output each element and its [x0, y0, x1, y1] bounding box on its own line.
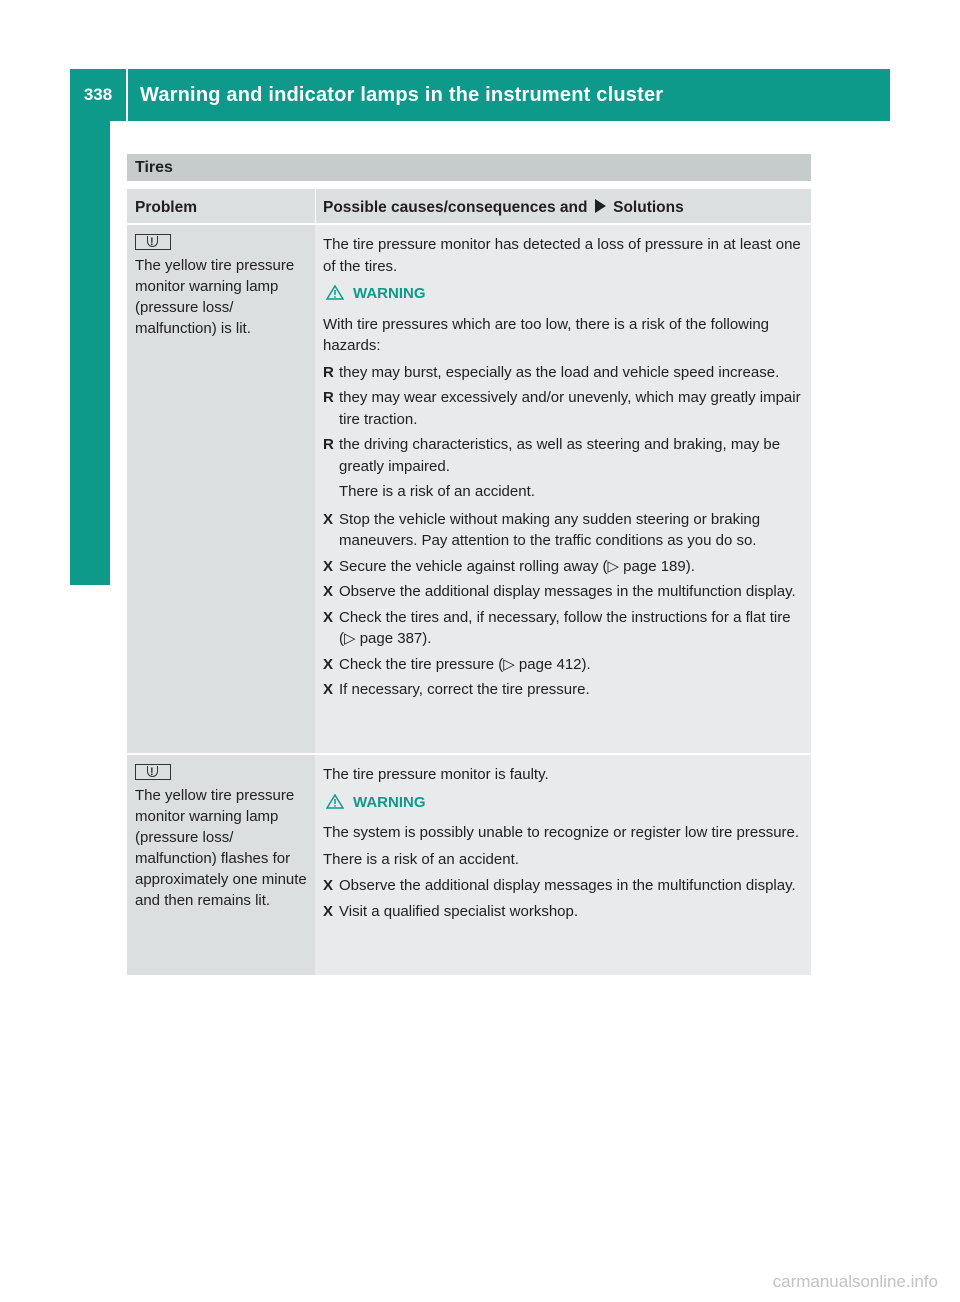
page-number: 338	[83, 85, 113, 104]
cause-text: The tire pressure monitor has detected a loss of pressure in at least one of the tires.	[323, 236, 801, 275]
problem-text-block	[135, 234, 313, 339]
header-cell-problem	[127, 189, 315, 223]
tire-pressure-warning-icon	[135, 764, 171, 780]
section-label-bar	[127, 154, 811, 181]
risk-text: There is a risk of an accident.	[339, 483, 535, 500]
footer-watermark: carmanualsonline.info	[772, 1272, 938, 1291]
problem-text-block	[135, 764, 313, 911]
sidebar-section-title-text: On-board computer and displays	[78, 185, 103, 530]
header-divider	[126, 69, 128, 121]
col-solutions-prefix: Possible causes/consequences and	[323, 199, 588, 216]
problem-text: The yellow tire pressure monitor warning lamp (pressure loss/ malfunction) is lit.	[135, 257, 295, 337]
warning-text: With tire pressures which are too low, there is a risk of the following hazards:	[323, 315, 770, 354]
action-item: X Observe the additional display messages in the multifunction display.	[323, 877, 796, 894]
header-cell-solutions	[316, 189, 811, 223]
table-row	[127, 755, 811, 975]
list-item: R the driving characteristics, as well as steering and braking, may be greatly impaired.	[323, 436, 781, 475]
col-problem-label: Problem	[135, 199, 198, 216]
action-item: X Secure the vehicle against rolling away (▷ page 189).	[323, 557, 695, 575]
warning-heading	[323, 283, 807, 305]
section-label: Tires	[135, 159, 173, 176]
warning-text: The system is possibly unable to recognize or register low tire pressure.	[323, 824, 800, 841]
action-item: X Observe the additional display messages in the multifunction display.	[323, 583, 796, 600]
cause-text: The tire pressure monitor is faulty.	[323, 766, 549, 783]
list-item: R they may burst, especially as the load and vehicle speed increase.	[323, 363, 780, 381]
warning-triangle-icon	[326, 285, 344, 300]
solutions-text-block	[323, 764, 807, 926]
arrow-right-icon	[595, 199, 606, 213]
warning-label: WARNING	[353, 285, 426, 302]
list-item: R they may wear excessively and/or unevenly, which may greatly impair tire traction.	[323, 389, 801, 428]
action-item: X Visit a qualified specialist workshop.	[323, 902, 579, 920]
action-item: X Check the tire pressure (▷ page 412).	[323, 655, 591, 673]
warning-label: WARNING	[353, 793, 426, 811]
warning-heading	[323, 792, 807, 814]
page-header	[70, 69, 890, 121]
risk-text: There is a risk of an accident.	[323, 850, 519, 868]
action-item: X If necessary, correct the tire pressure.	[323, 681, 590, 698]
col-solutions-suffix: Solutions	[613, 199, 684, 216]
page-title: Warning and indicator lamps in the instrument cluster	[140, 83, 664, 106]
action-item: X Check the tires and, if necessary, follow the instructions for a flat tire (▷ page 387).	[323, 608, 791, 647]
action-item: X Stop the vehicle without making any sudden steering or braking maneuvers. Pay attention to the traffic conditions as you do so.	[323, 510, 761, 549]
problem-text: The yellow tire pressure monitor warning lamp (pressure loss/ malfunction) flashes for approximately one minute and then remains lit.	[135, 787, 307, 909]
table-header-row	[127, 189, 811, 223]
table-row	[127, 225, 811, 753]
tire-pressure-warning-icon	[135, 234, 171, 250]
col-solutions-label	[323, 199, 684, 217]
warning-triangle-icon	[326, 794, 344, 809]
solutions-text-block	[323, 234, 807, 705]
